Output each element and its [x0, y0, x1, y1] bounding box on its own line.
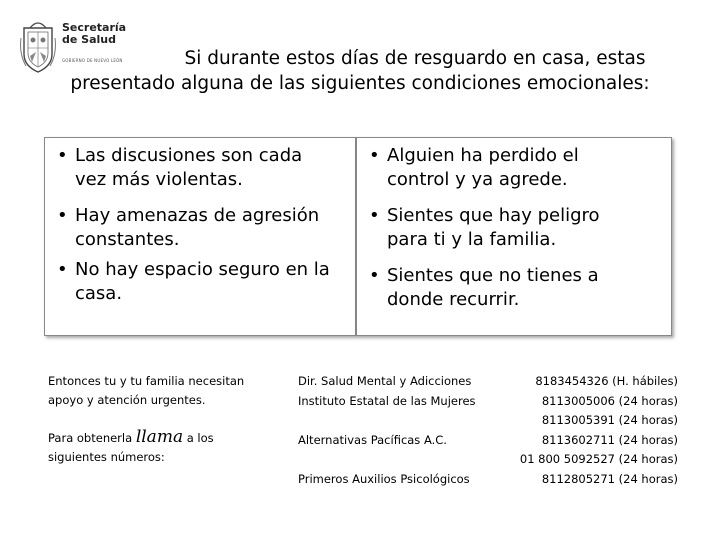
- directory-name: Alternativas Pacíficas A.C.: [298, 432, 447, 447]
- directory-name: Dir. Salud Mental y Adicciones: [298, 374, 472, 388]
- directory-phone[interactable]: 8113005391 (24 horas): [541, 413, 678, 427]
- support-line1: Entonces tu y tu familia necesitan: [48, 374, 245, 388]
- list-item: [367, 144, 671, 192]
- directory-row: [298, 411, 678, 431]
- conditions-list-right: [357, 138, 671, 312]
- item-line: Sientes que no tienes a: [387, 265, 599, 286]
- call-line1: [48, 428, 288, 448]
- support-message: [48, 372, 288, 410]
- conditions-box-right: [356, 137, 672, 336]
- item-line: vez más violentas.: [75, 169, 243, 190]
- directory-row: [298, 431, 678, 451]
- heading-line2: presentado alguna de las siguientes condiciones emocionales:: [70, 73, 650, 94]
- heading-line1: Si durante estos días de resguardo en casa, estas: [184, 48, 646, 69]
- directory-phone[interactable]: 8112805271 (24 horas): [541, 471, 678, 486]
- conditions-list-left: [45, 138, 355, 306]
- directory-name: Primeros Auxilios Psicológicos: [298, 471, 470, 486]
- list-item: [55, 258, 355, 306]
- item-line: casa.: [75, 283, 123, 304]
- item-line: Hay amenazas de agresión: [75, 205, 320, 226]
- phone-directory: [298, 372, 678, 489]
- item-line: constantes.: [75, 229, 180, 250]
- directory-phone[interactable]: 8113005006 (24 horas): [541, 393, 678, 408]
- directory-row: [298, 372, 678, 392]
- logo-line1: Secretaría: [62, 21, 127, 34]
- call-instruction: [48, 428, 288, 467]
- call-line2: siguientes números:: [48, 450, 165, 464]
- item-line: Sientes que hay peligro: [387, 205, 600, 226]
- list-item: [367, 204, 671, 252]
- item-line: No hay espacio seguro en la: [75, 259, 330, 280]
- item-line: Las discusiones son cada: [75, 145, 303, 166]
- item-line: Alguien ha perdido el: [387, 145, 579, 166]
- list-item: [367, 264, 671, 312]
- item-line: donde recurrir.: [387, 289, 520, 310]
- conditions-box-left: [44, 137, 356, 336]
- directory-name: Instituto Estatal de las Mujeres: [298, 393, 476, 408]
- call-after: a los: [183, 431, 214, 445]
- logo-line2: de Salud: [62, 33, 116, 46]
- directory-phone[interactable]: 8113602711 (24 horas): [541, 432, 678, 447]
- logo-wordmark: [62, 22, 126, 46]
- item-line: control y ya agrede.: [387, 169, 568, 190]
- directory-phone[interactable]: 8183454326 (H. hábiles): [535, 374, 678, 388]
- call-emphasis: llama: [135, 427, 184, 447]
- support-line2: apoyo y atención urgentes.: [48, 393, 206, 407]
- directory-row: [298, 392, 678, 412]
- list-item: [55, 144, 355, 192]
- page-heading: [40, 46, 680, 96]
- list-item: [55, 204, 355, 252]
- directory-phone[interactable]: 01 800 5092527 (24 horas): [519, 452, 678, 466]
- item-line: para ti y la familia.: [387, 229, 557, 250]
- call-before: Para obtenerla: [48, 431, 136, 445]
- directory-row: [298, 450, 678, 470]
- logo-tagline: GOBIERNO DE NUEVO LEÓN: [62, 58, 123, 63]
- directory-row: [298, 470, 678, 490]
